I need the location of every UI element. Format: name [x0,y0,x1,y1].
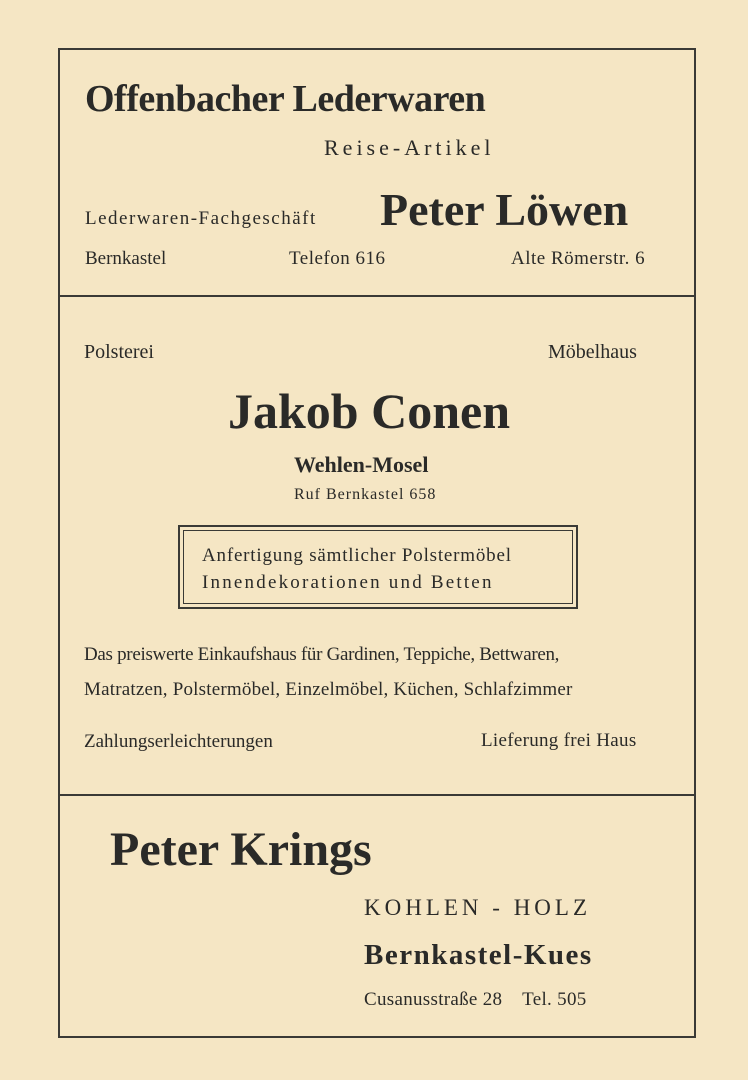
leather-shop-subtitle: Reise-Artikel [324,135,495,160]
furniture-description-line-1: Das preiswerte Einkaufshaus für Gardinen, Teppiche, Bettwaren, [84,644,560,665]
coal-shop-goods: KOHLEN - HOLZ [364,895,592,920]
furniture-description-line-2: Matratzen, Polstermöbel, Einzelmöbel, Küchen, Schlafzimmer [84,679,573,700]
leather-shop-title: Offenbacher Lederwaren [85,78,486,120]
furniture-shop-phone: Ruf Bernkastel 658 [294,486,437,503]
upholstery-label: Polsterei [84,341,154,363]
services-box [178,525,578,609]
services-line-1: Anfertigung sämtlicher Polstermöbel [202,545,512,566]
coal-shop-city: Bernkastel-Kues [364,939,593,971]
furniture-shop-place: Wehlen-Mosel [294,452,429,477]
leather-shop-city: Bernkastel [85,248,167,269]
leather-shop-phone: Telefon 616 [289,248,386,269]
leather-shop-owner: Peter Löwen [380,184,629,235]
delivery-terms: Lieferung frei Haus [481,730,637,751]
coal-shop-name: Peter Krings [110,823,372,876]
section-divider [60,794,694,796]
leather-shop-address: Alte Römerstr. 6 [511,248,646,269]
section-divider [60,295,694,297]
payment-terms: Zahlungserleichterungen [84,731,273,752]
services-line-2: Innendekorationen und Betten [202,572,494,593]
furniture-shop-name: Jakob Conen [228,383,511,439]
furniture-house-label: Möbelhaus [548,341,637,363]
leather-shop-type: Lederwaren-Fachgeschäft [85,208,317,229]
coal-shop-address: Cusanusstraße 28 Tel. 505 [364,989,587,1010]
